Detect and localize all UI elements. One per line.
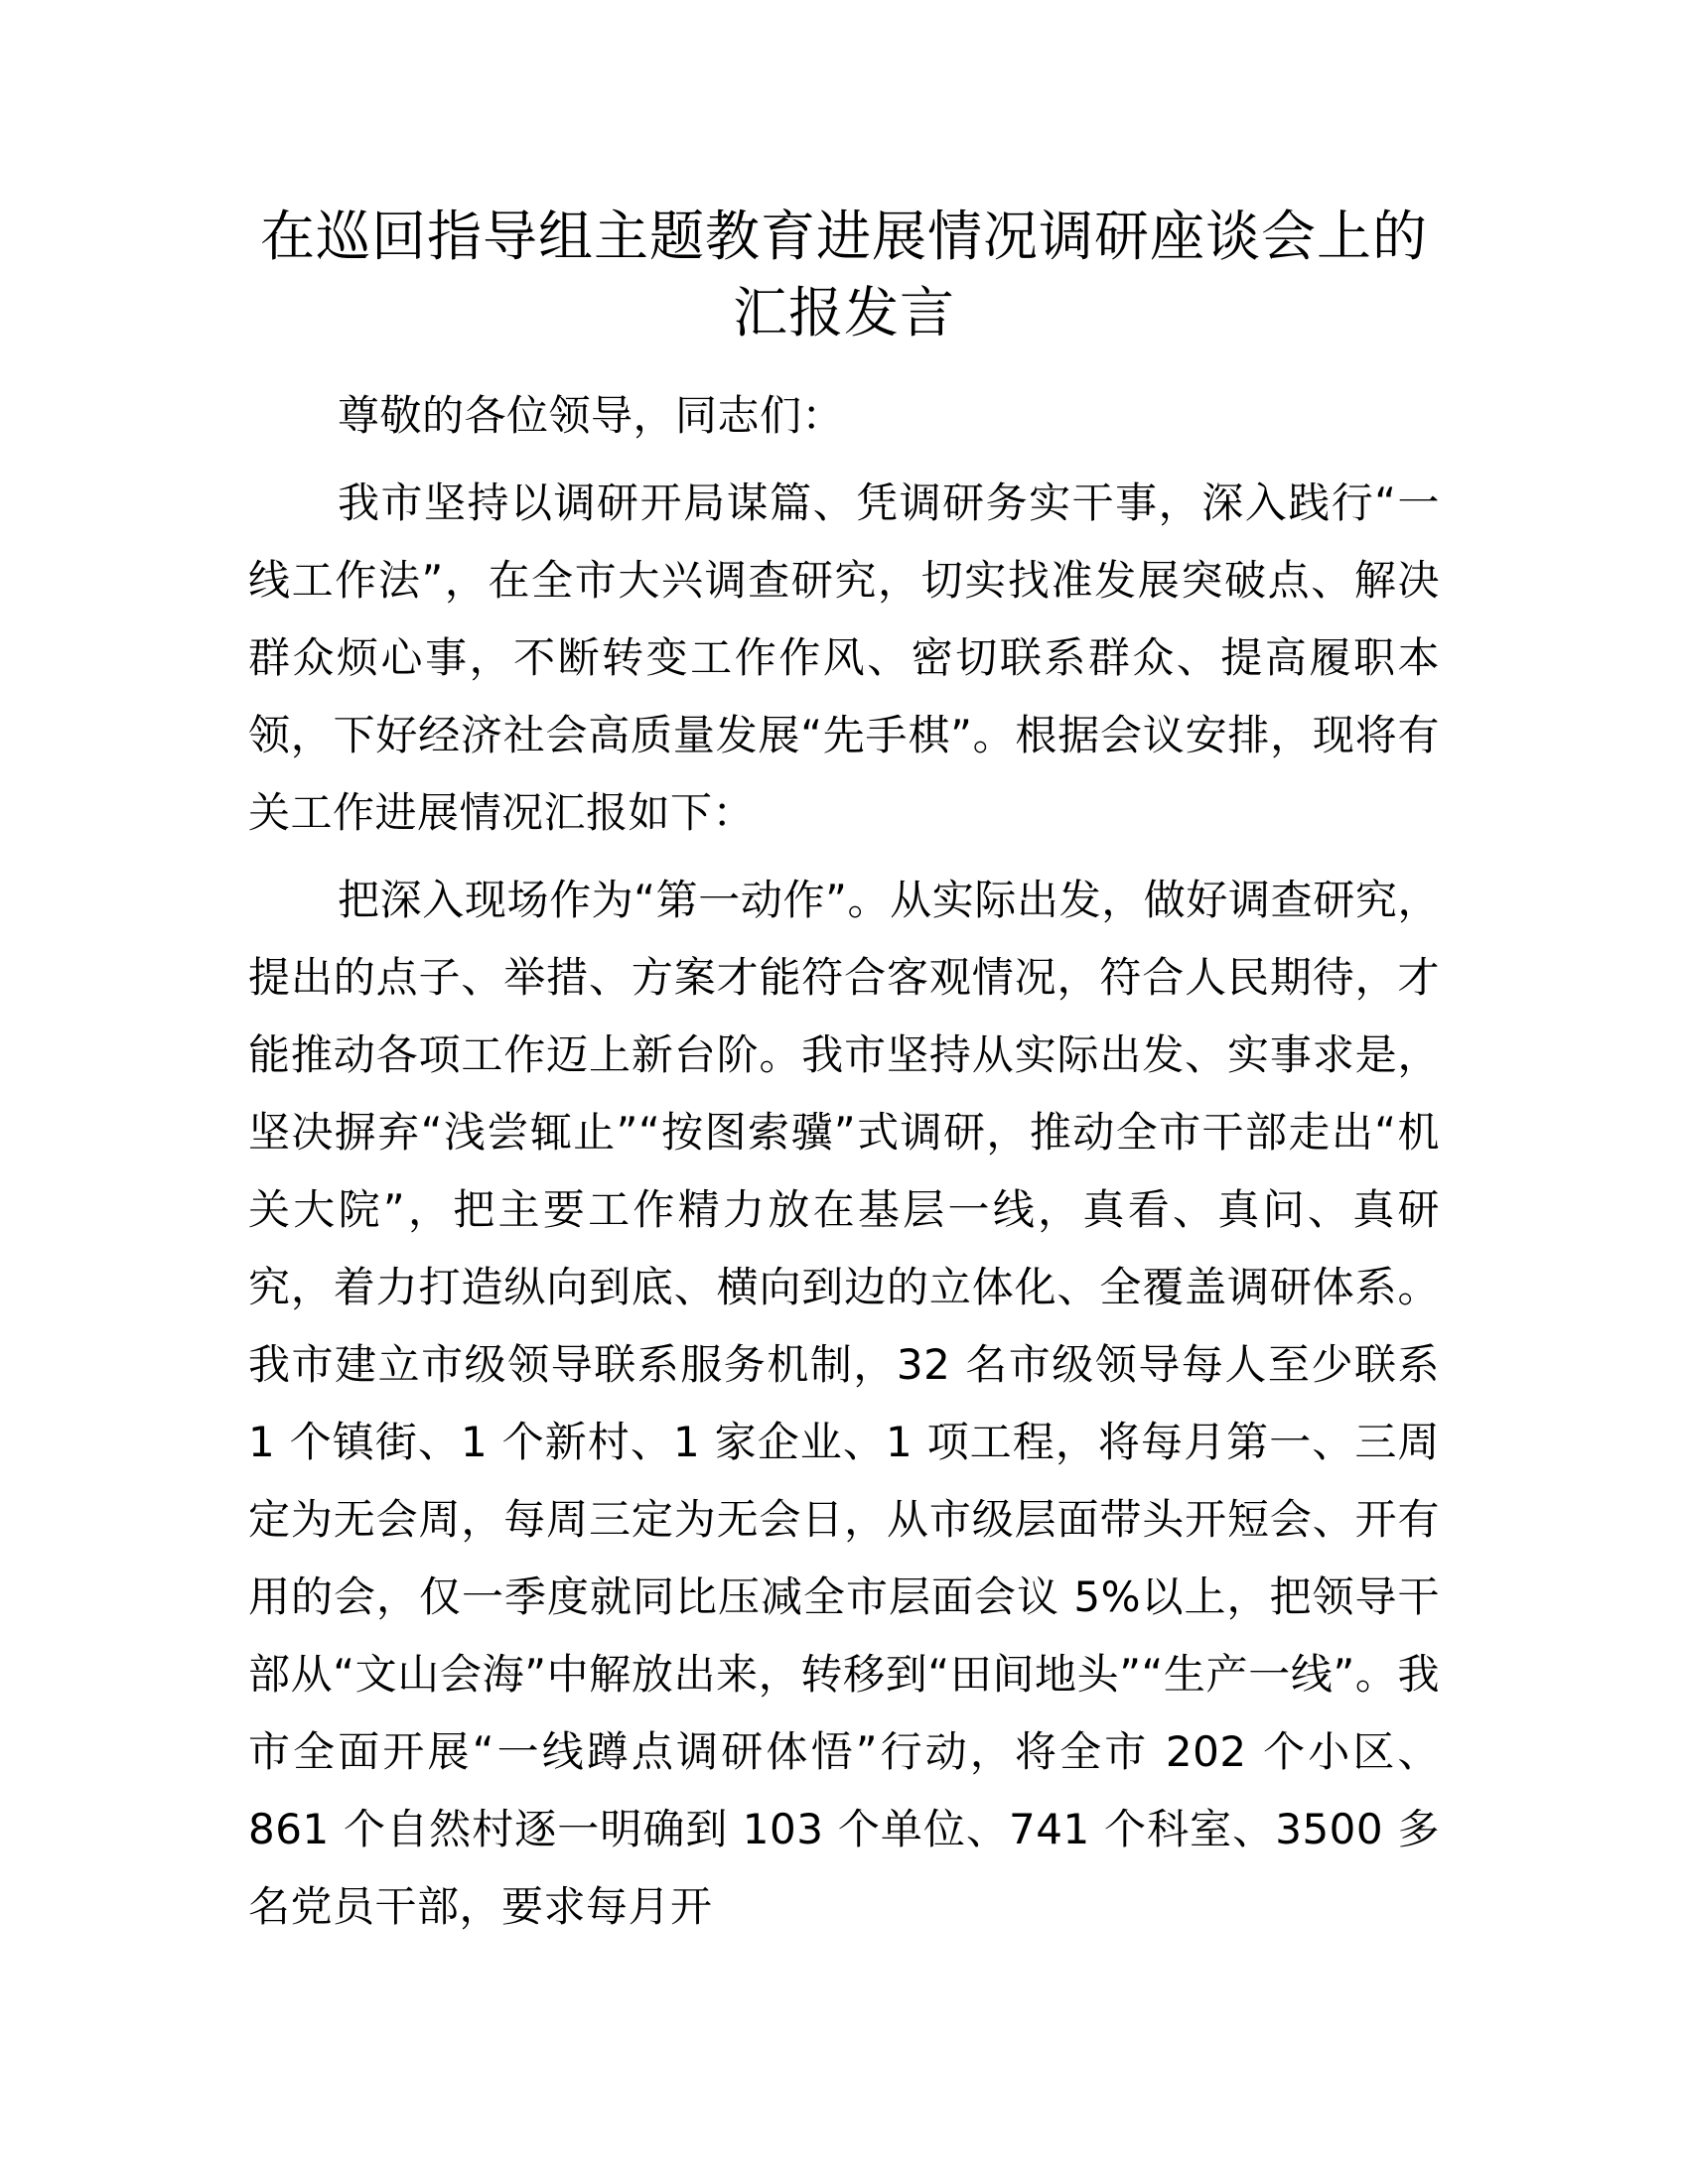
document-body	[248, 377, 1440, 1956]
section-paragraph: 把深入现场作为“第一动作”。从实际出发，做好调查研究，提出的点子、举措、方案才能符合客观情况，符合人民期待，才能推动各项工作迈上新台阶。我市坚持从实际出发、实事求是，坚决摒弃“浅尝辄止”“按图索骥”式调研，推动全市干部走出“机关大院”，把主要工作精力放在基层一线，真看、真问、真研究，着力打造纵向到底、横向到边的立体化、全覆盖调研体系。我市建立市级领导联系服务机制，32 名市级领导每人至少联系 1 个镇街、1 个新村、1 家企业、1 项工程，将每月第一、三周定为无会周，每周三定为无会日，从市级层面带头开短会、开有用的会，仅一季度就同比压减全市层面会议 5%以上，把领导干部从“文山会海”中解放出来，转移到“田间地头”“生产一线”。我市全面开展“一线蹲点调研体悟”行动，将全市 202 个小区、861 个自然村逐一明确到 103 个单位、741 个科室、3500 多名党员干部，要求每月开	[248, 876, 1440, 1931]
document-title: 在巡回指导组主题教育进展情况调研座谈会上的汇报发言	[259, 205, 1428, 344]
intro-paragraph: 我市坚持以调研开局谋篇、凭调研务实干事，深入践行“一线工作法”，在全市大兴调查研究，切实找准发展突破点、解决群众烦心事，不断转变工作作风、密切联系群众、提高履职本领，下好经济社会高质量发展“先手棋”。根据会议安排，现将有关工作进展情况汇报如下：	[248, 478, 1440, 837]
salutation-paragraph: 尊敬的各位领导，同志们：	[338, 391, 845, 440]
